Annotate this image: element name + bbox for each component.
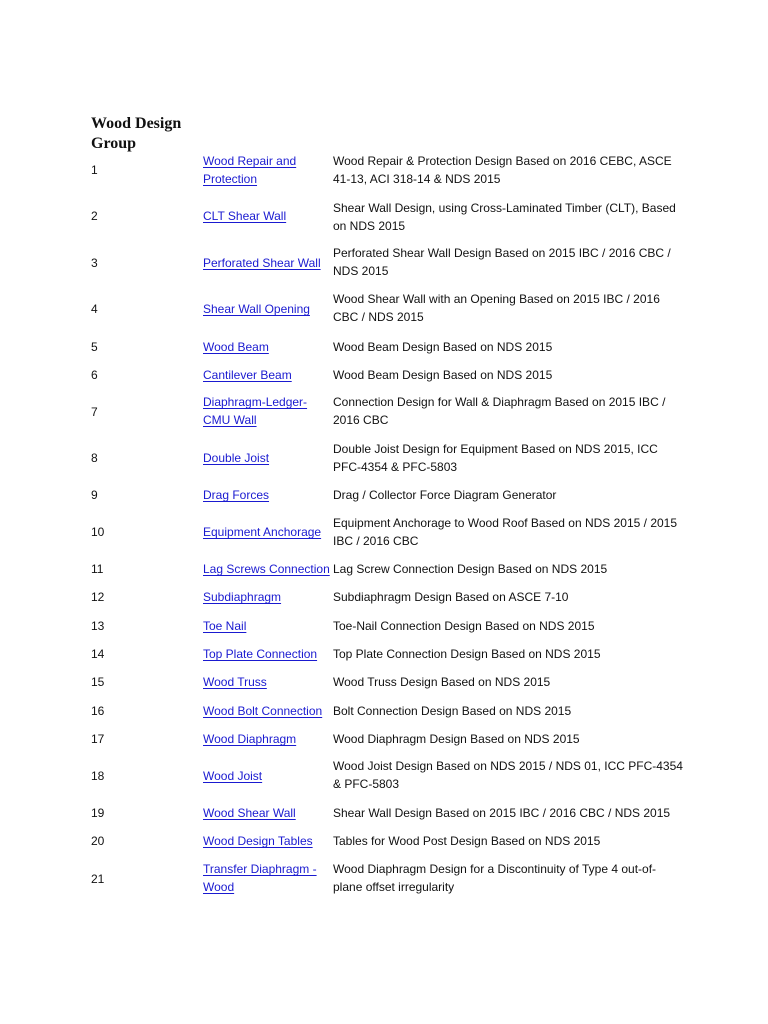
row-number: 12 — [91, 590, 105, 604]
row-number: 21 — [91, 872, 105, 886]
link-wood-diaphragm[interactable]: Wood Diaphragm — [203, 732, 297, 746]
row-number: 18 — [91, 769, 105, 783]
link-wood-beam[interactable]: Wood Beam — [203, 340, 269, 354]
row-number: 20 — [91, 834, 105, 848]
row-description: Wood Shear Wall with an Opening Based on 2015 IBC / 2016 CBC / NDS 2015 — [333, 292, 660, 324]
link-wood-truss[interactable]: Wood Truss — [203, 675, 267, 689]
link-transfer-diaphragm-wood[interactable]: Transfer Diaphragm - Wood — [203, 862, 317, 894]
row-description: Wood Joist Design Based on NDS 2015 / NDS 01, ICC PFC-4354 & PFC-5803 — [333, 759, 683, 791]
row-number: 10 — [91, 525, 105, 539]
link-clt-shear-wall[interactable]: CLT Shear Wall — [203, 209, 287, 223]
link-wood-joist[interactable]: Wood Joist — [203, 769, 263, 783]
row-number: 7 — [91, 405, 98, 419]
row-number: 4 — [91, 302, 98, 316]
row-description: Wood Beam Design Based on NDS 2015 — [333, 340, 553, 354]
row-description: Shear Wall Design, using Cross-Laminated Timber (CLT), Based on NDS 2015 — [333, 201, 676, 233]
row-number: 17 — [91, 732, 105, 746]
link-subdiaphragm[interactable]: Subdiaphragm — [203, 590, 282, 604]
row-description: Tables for Wood Post Design Based on NDS 2015 — [333, 834, 601, 848]
link-equipment-anchorage[interactable]: Equipment Anchorage — [203, 525, 322, 539]
link-diaphragm-ledger-cmu-wall[interactable]: Diaphragm-Ledger-CMU Wall — [203, 395, 308, 427]
link-perforated-shear-wall[interactable]: Perforated Shear Wall — [203, 256, 321, 270]
row-description: Wood Beam Design Based on NDS 2015 — [333, 368, 553, 382]
link-top-plate-connection[interactable]: Top Plate Connection — [203, 647, 318, 661]
row-description: Subdiaphragm Design Based on ASCE 7-10 — [333, 590, 569, 604]
row-description: Wood Repair & Protection Design Based on 2016 CEBC, ASCE 41-13, ACI 318-14 & NDS 2015 — [333, 154, 672, 186]
row-description: Lag Screw Connection Design Based on NDS 2015 — [333, 562, 608, 576]
row-number: 9 — [91, 488, 98, 502]
row-description: Top Plate Connection Design Based on NDS 2015 — [333, 647, 601, 661]
row-description: Drag / Collector Force Diagram Generator — [333, 488, 557, 502]
row-number: 3 — [91, 256, 98, 270]
row-number: 19 — [91, 806, 105, 820]
link-double-joist[interactable]: Double Joist — [203, 451, 270, 465]
row-description: Perforated Shear Wall Design Based on 2015 IBC / 2016 CBC / NDS 2015 — [333, 246, 671, 278]
row-number: 5 — [91, 340, 98, 354]
row-description: Connection Design for Wall & Diaphragm Based on 2015 IBC / 2016 CBC — [333, 395, 666, 427]
row-number: 16 — [91, 704, 105, 718]
link-toe-nail[interactable]: Toe Nail — [203, 619, 247, 633]
link-cantilever-beam[interactable]: Cantilever Beam — [203, 368, 292, 382]
row-description: Toe-Nail Connection Design Based on NDS 2015 — [333, 619, 595, 633]
row-number: 13 — [91, 619, 105, 633]
row-description: Wood Diaphragm Design Based on NDS 2015 — [333, 732, 580, 746]
row-description: Bolt Connection Design Based on NDS 2015 — [333, 704, 572, 718]
link-drag-forces[interactable]: Drag Forces — [203, 488, 270, 502]
page-title: Wood Design Group — [91, 115, 182, 152]
row-number: 11 — [91, 562, 104, 576]
row-description: Equipment Anchorage to Wood Roof Based on NDS 2015 / 2015 IBC / 2016 CBC — [333, 516, 678, 548]
link-shear-wall-opening[interactable]: Shear Wall Opening — [203, 302, 310, 316]
link-lag-screws-connection[interactable]: Lag Screws Connection — [203, 562, 330, 576]
row-number: 15 — [91, 675, 105, 689]
row-description: Wood Diaphragm Design for a Discontinuity of Type 4 out-of-plane offset irregularity — [333, 862, 657, 894]
row-number: 14 — [91, 647, 105, 661]
link-wood-bolt-connection[interactable]: Wood Bolt Connection — [203, 704, 323, 718]
link-wood-repair-and-protection[interactable]: Wood Repair and Protection — [203, 154, 297, 186]
row-description: Double Joist Design for Equipment Based on NDS 2015, ICC PFC-4354 & PFC-5803 — [333, 442, 658, 474]
row-description: Wood Truss Design Based on NDS 2015 — [333, 675, 551, 689]
link-wood-shear-wall[interactable]: Wood Shear Wall — [203, 806, 296, 820]
row-number: 8 — [91, 451, 98, 465]
row-number: 1 — [91, 163, 98, 177]
row-number: 2 — [91, 209, 98, 223]
row-description: Shear Wall Design Based on 2015 IBC / 2016 CBC / NDS 2015 — [333, 806, 671, 820]
link-wood-design-tables[interactable]: Wood Design Tables — [203, 834, 313, 848]
row-number: 6 — [91, 368, 98, 382]
